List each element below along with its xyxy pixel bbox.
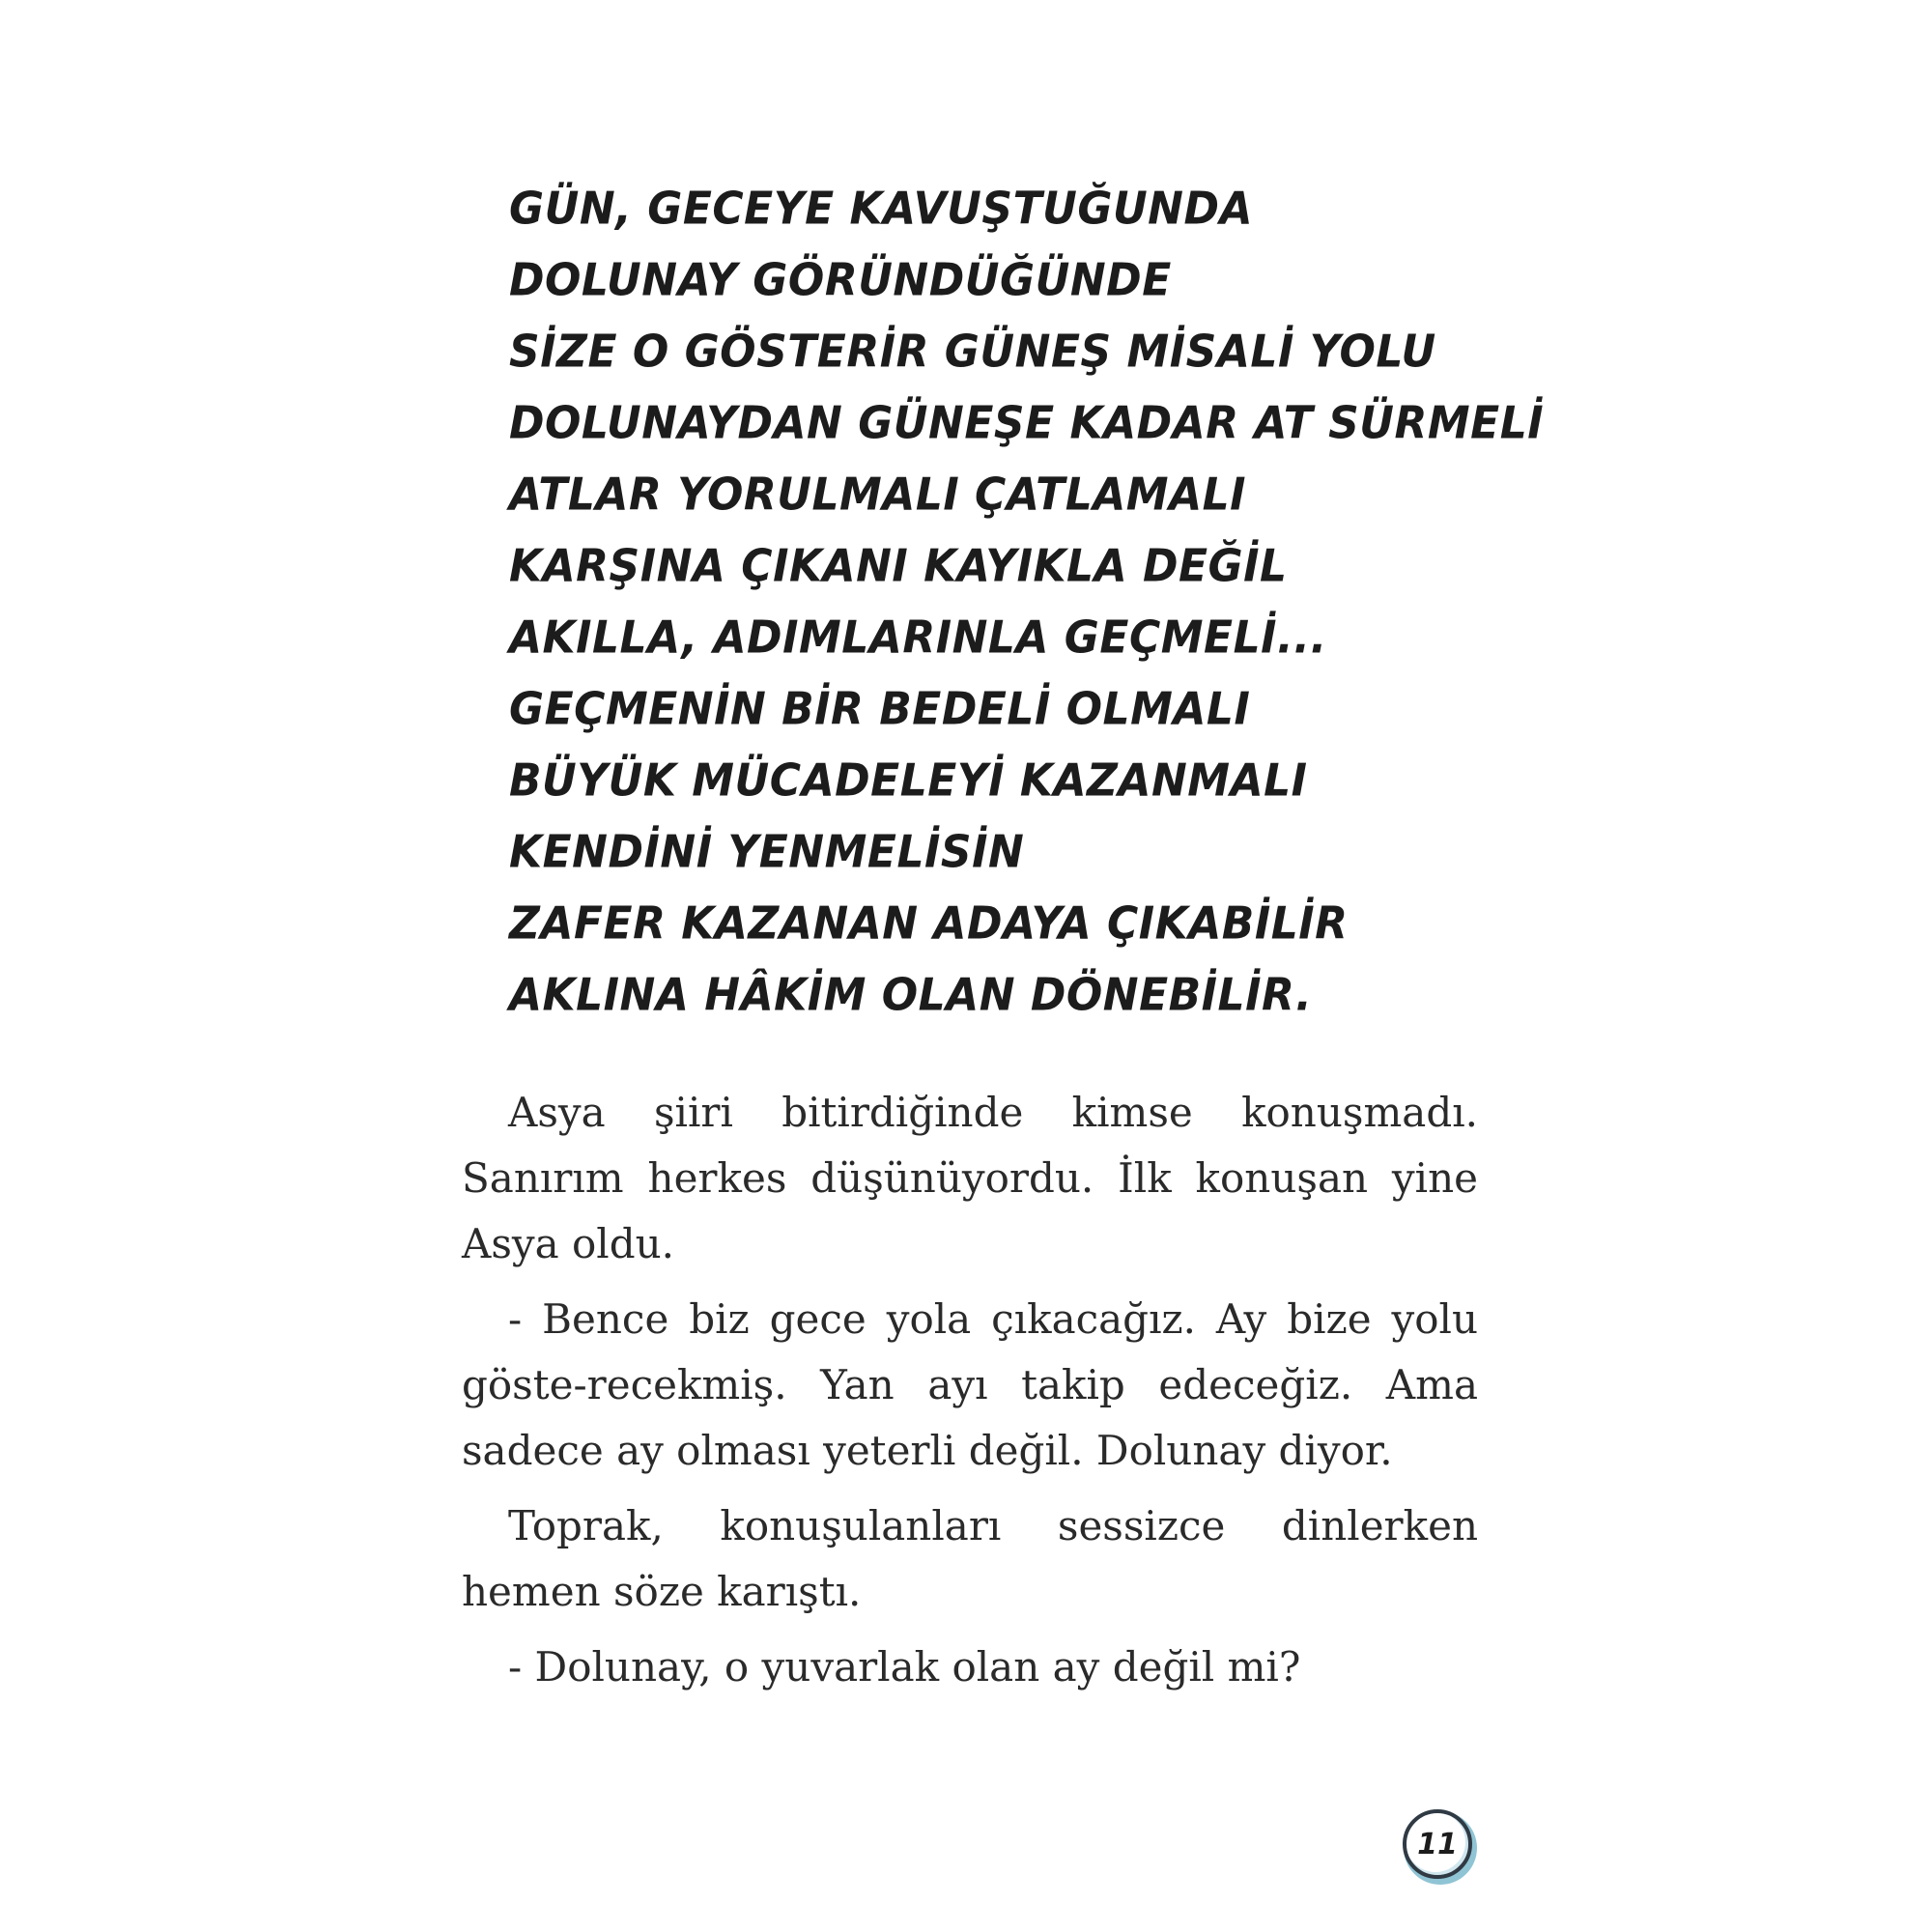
page-number: 11 [1417, 1827, 1458, 1861]
poem-line: BÜYÜK MÜCADELEYİ KAZANMALI [509, 754, 1308, 808]
poem-line: DOLUNAY GÖRÜNDÜĞÜNDE [509, 254, 1172, 307]
paragraph: Toprak, konuşulanları sessizce dinlerken hemen söze karıştı. [462, 1502, 1478, 1615]
poem-line: KENDİNİ YENMELİSİN [509, 826, 1025, 879]
page-number-badge [1403, 1809, 1472, 1879]
poem-line: AKILLA, ADIMLARINLA GEÇMELİ... [509, 611, 1327, 665]
poem [509, 174, 1545, 1032]
dialogue-paragraph: - Dolunay, o yuvarlak olan ay değil mi? [508, 1643, 1301, 1690]
prose-body [462, 1080, 1478, 1710]
poem-line: GEÇMENİN BİR BEDELİ OLMALI [509, 683, 1251, 736]
poem-line: ZAFER KAZANAN ADAYA ÇIKABİLİR [509, 897, 1349, 951]
poem-line: KARŞINA ÇIKANI KAYIKLA DEĞİL [509, 540, 1288, 593]
dialogue-paragraph: - Bence biz gece yola çıkacağız. Ay bize yolu göste-recekmiş. Yan ayı takip edeceğiz. Ama sadece ay olması yeterli değil. Dolunay diyor. [462, 1295, 1478, 1474]
poem-line: GÜN, GECEYE KAVUŞTUĞUNDA [509, 183, 1254, 236]
poem-line: AKLINA HÂKİM OLAN DÖNEBİLİR. [509, 969, 1313, 1022]
poem-line: DOLUNAYDAN GÜNEŞE KADAR AT SÜRMELİ [509, 397, 1545, 450]
poem-line: ATLAR YORULMALI ÇATLAMALI [509, 469, 1247, 522]
poem-line: SİZE O GÖSTERİR GÜNEŞ MİSALİ YOLU [509, 326, 1436, 379]
paragraph: Asya şiiri bitirdiğinde kimse konuşmadı. Sanırım herkes düşünüyordu. İlk konuşan yine Asya oldu. [462, 1089, 1478, 1267]
